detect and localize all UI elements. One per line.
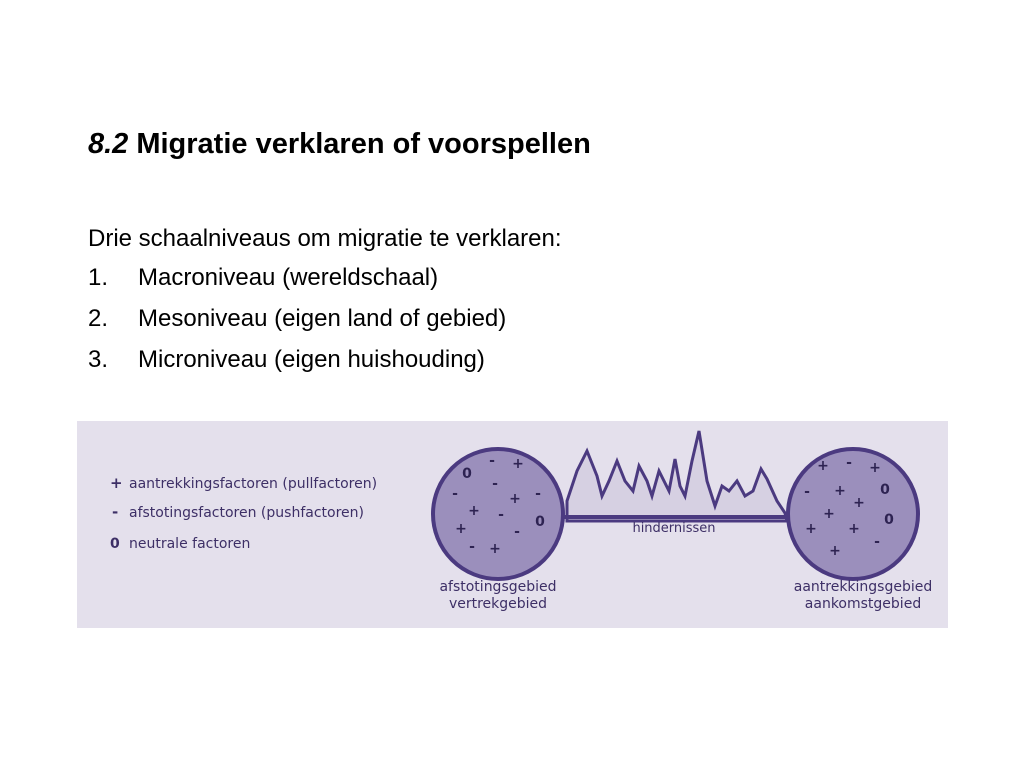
destination-symbol: 0	[880, 482, 890, 498]
destination-symbol: +	[848, 521, 860, 537]
legend-label-push: afstotingsfactoren (pushfactoren)	[129, 505, 364, 521]
list-item	[88, 305, 506, 346]
legend-label-neutral: neutrale factoren	[129, 536, 251, 552]
migration-diagram	[77, 421, 948, 628]
destination-symbol: -	[804, 484, 810, 500]
diagram-svg	[77, 421, 948, 628]
destination-label-2: aankomstgebied	[804, 596, 922, 612]
section-number: 8.2	[88, 128, 129, 160]
list-label: Macroniveau (wereldschaal)	[138, 264, 439, 291]
origin-symbol: -	[452, 486, 458, 502]
destination-symbol: -	[874, 534, 880, 550]
origin-symbol: +	[509, 491, 521, 507]
legend-symbol-neutral: 0	[110, 536, 120, 552]
barrier-mountains	[567, 431, 787, 521]
list-label: Microniveau (eigen huishouding)	[138, 346, 485, 373]
origin-symbol: -	[514, 524, 520, 540]
destination-symbol: +	[869, 460, 881, 476]
destination-circle	[788, 449, 918, 579]
legend-symbol-pull: +	[110, 474, 123, 492]
origin-symbol: -	[535, 486, 541, 502]
list-number: 2.	[88, 305, 109, 332]
barrier-label: hindernissen	[632, 521, 716, 536]
destination-symbol: +	[829, 543, 841, 559]
origin-label-2: vertrekgebied	[448, 596, 548, 612]
origin-symbol: -	[489, 453, 495, 469]
legend-label-pull: aantrekkingsfactoren (pullfactoren)	[129, 476, 378, 492]
origin-symbol: -	[498, 507, 504, 523]
origin-area	[433, 449, 563, 612]
destination-symbol: +	[805, 521, 817, 537]
destination-label-1: aantrekkingsgebied	[793, 579, 933, 595]
levels-list	[88, 264, 506, 387]
list-item	[88, 346, 506, 387]
list-label: Mesoniveau (eigen land of gebied)	[138, 305, 507, 332]
origin-label-1: afstotingsgebied	[439, 579, 557, 595]
slide-title	[88, 128, 591, 161]
intro-text: Drie schaalniveaus om migratie te verklaren:	[88, 225, 562, 252]
origin-symbol: +	[512, 456, 524, 472]
origin-symbol: 0	[535, 514, 545, 530]
origin-symbol: -	[492, 476, 498, 492]
legend	[110, 474, 377, 552]
destination-symbol: +	[853, 495, 865, 511]
origin-symbol: +	[489, 541, 501, 557]
destination-symbol: +	[817, 458, 829, 474]
destination-symbol: -	[846, 455, 852, 471]
list-number: 1.	[88, 264, 109, 291]
destination-symbol: 0	[884, 512, 894, 528]
destination-area	[788, 449, 932, 612]
origin-symbol: -	[469, 539, 475, 555]
legend-symbol-push: -	[112, 503, 119, 521]
origin-symbol: +	[468, 503, 480, 519]
list-number: 3.	[88, 346, 109, 373]
title-text: Migratie verklaren of voorspellen	[136, 128, 591, 160]
origin-symbol: 0	[462, 466, 472, 482]
destination-symbol: +	[834, 483, 846, 499]
list-item	[88, 264, 506, 305]
destination-symbol: +	[823, 506, 835, 522]
origin-symbol: +	[455, 521, 467, 537]
